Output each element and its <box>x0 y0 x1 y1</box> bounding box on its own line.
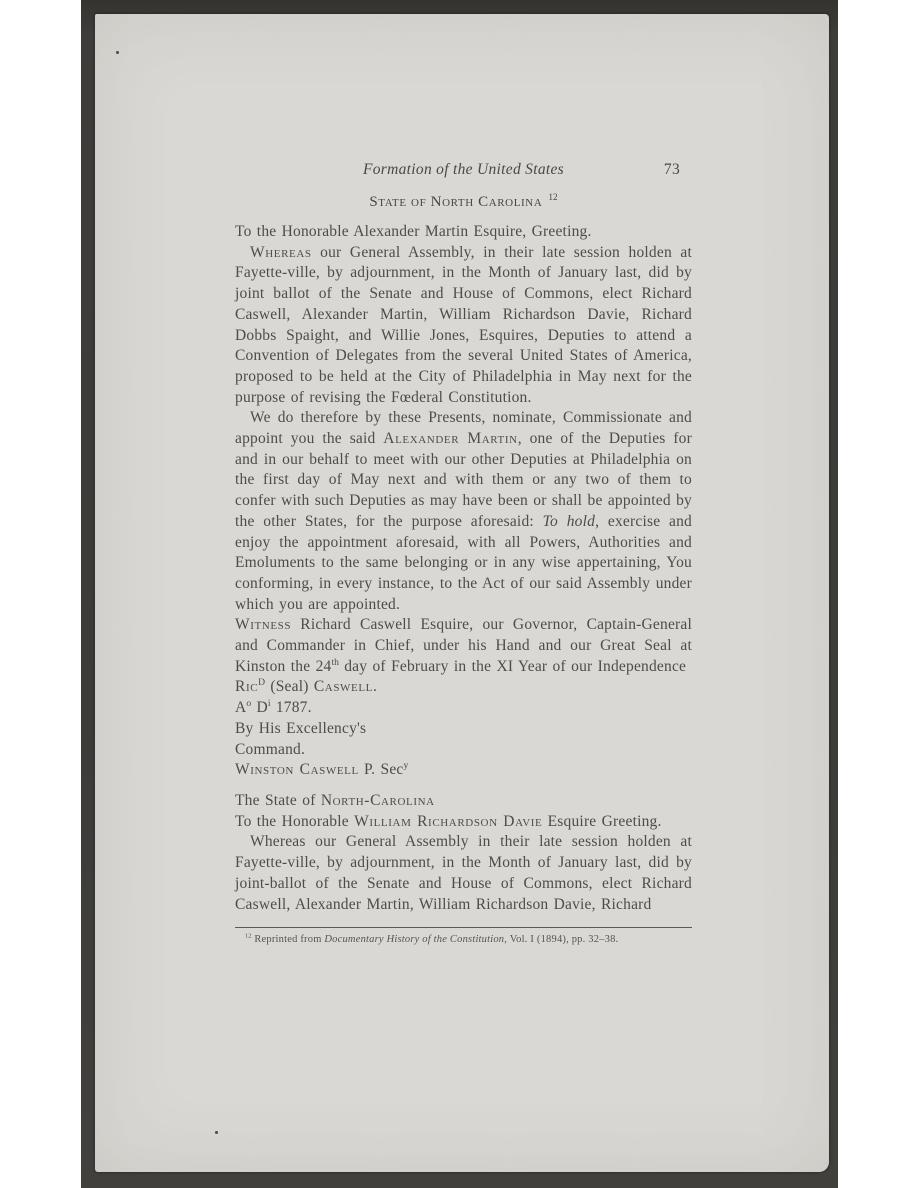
paper-speck <box>116 51 119 54</box>
paragraph-witness: Witness Richard Caswell Esquire, our Governor, Captain-General and Commander in Chief, under his Hand and our Great Seal at Kinston the 24th day of February in the XI Year of our Independence <box>235 616 692 675</box>
command-line: Command. <box>235 740 306 758</box>
running-head-title: Formation of the United States <box>362 161 564 178</box>
page-content <box>235 160 692 946</box>
signature-line: Ric$^D$ (Seal) Caswell. <box>235 677 378 696</box>
state-line: The State of North-Carolina <box>235 791 435 809</box>
salutation-martin: To the Honorable Alexander Martin Esquire, Greeting. <box>235 223 592 240</box>
section-heading: State of North Carolina $^{12}$ <box>369 193 558 210</box>
document-body <box>235 222 692 915</box>
secretary-line: Winston Caswell P. Sec$^y$ <box>235 760 409 779</box>
running-head <box>235 160 692 180</box>
anno-domini-line: $A^o$ $D^i$ 1787. <box>235 698 312 717</box>
paragraph-whereas-martin: Whereas our General Assembly, in their late session holden at Fayette-ville, by adjournment, in the Month of January last, did by joint ballot of the Senate and House of Commons, elect Richard Caswell, Alexander Martin, William Richardson Davie, Richard Dobbs Spaight, and Willie Jones, Esquires, Deputies to attend a Convention of Delegates from the several United States of America, proposed to be held at the City of Philadelphia in May next for the purpose of revising the Fœderal Constitution. <box>235 243 692 406</box>
paragraph-nominate: We do therefore by these Presents, nominate, Commissionate and appoint you the said Alexander Martin, one of the Deputies for and in our behalf to meet with our other Deputies at Philadelphia on the first day of May next and with them or any two of them to confer with such Deputies as may have been or shall be appointed by the other States, for the purpose aforesaid: To hold, exercise and enjoy the appointment aforesaid, with all Powers, Authorities and Emoluments to the same belonging or in any wise appertaining, You conforming, in every instance, to the Act of our said Assembly under which you are appointed. <box>235 409 692 613</box>
salutation-davie: To the Honorable William Richardson Davie Esquire Greeting. <box>235 812 662 830</box>
paragraph-whereas-davie: Whereas our General Assembly in their late session holden at Fayette-ville, by adjournment, in the Month of January last, did by joint-ballot of the Senate and House of Commons, elect Richard Caswell, Alexander Martin, William Richardson Davie, Richard <box>235 833 692 913</box>
scanned-book-background <box>81 0 838 1188</box>
paper-speck <box>215 1131 218 1134</box>
book-page <box>95 14 829 1172</box>
by-excellency-line: By His Excellency's <box>235 719 367 737</box>
page-number: 73 <box>663 161 680 178</box>
footnote: $^{12}$ Reprinted from Documentary History of the Constitution, Vol. I (1894), pp. 32–38. <box>235 927 692 946</box>
